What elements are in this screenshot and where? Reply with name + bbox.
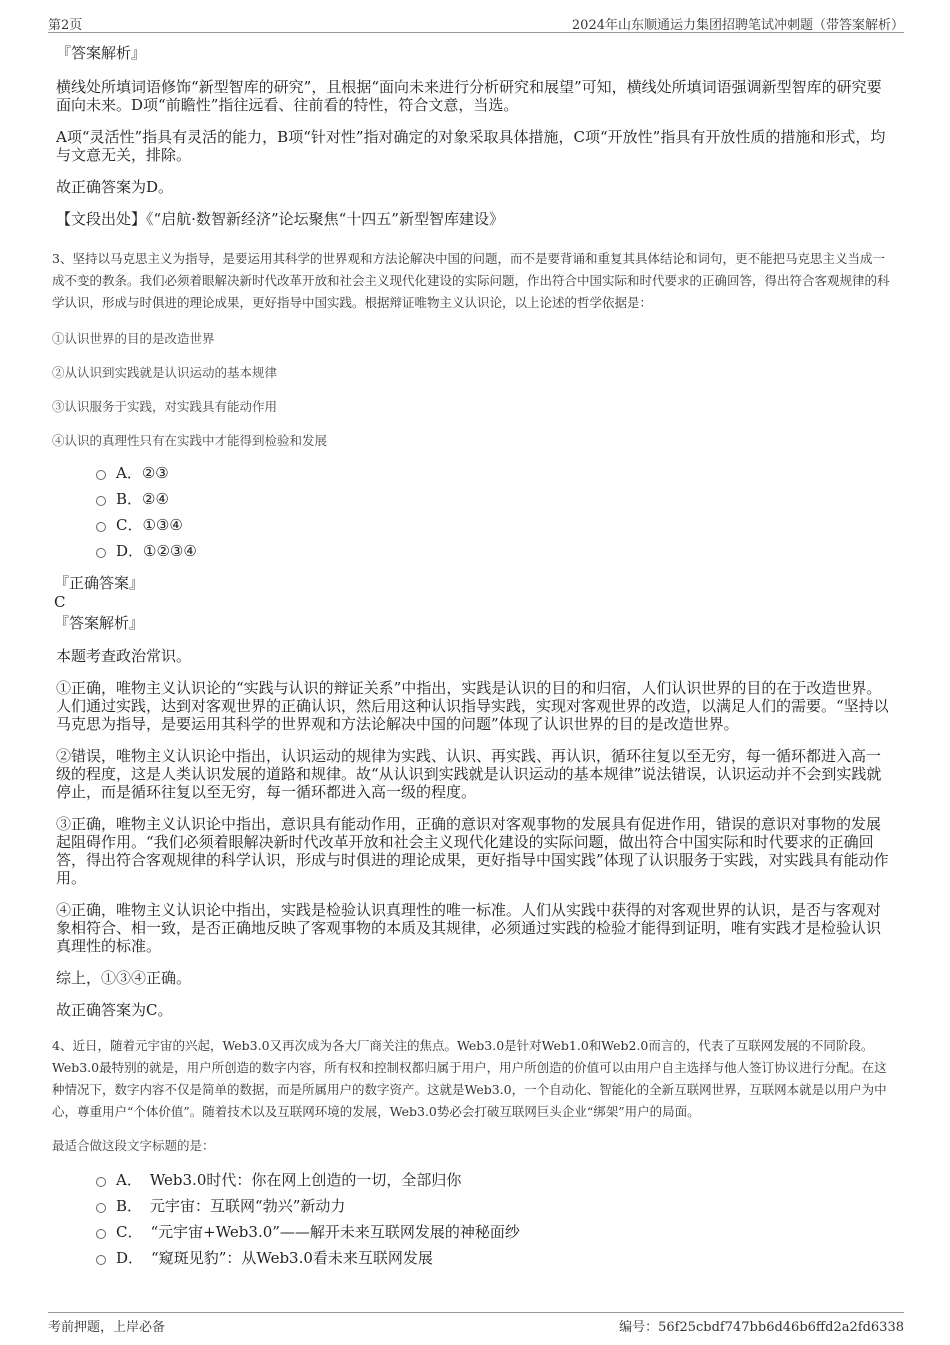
q2-analysis-heading: 『答案解析』 xyxy=(56,44,147,62)
q3-option-c[interactable] xyxy=(96,516,894,542)
q4-option-a[interactable] xyxy=(96,1171,894,1197)
page-header xyxy=(48,12,904,33)
q3-statement-4: ④认识的真理性只有在实践中才能得到检验和发展 xyxy=(52,433,328,448)
page-content xyxy=(52,44,894,1281)
q3-analysis-heading: 『答案解析』 xyxy=(54,614,145,632)
radio-icon[interactable] xyxy=(96,522,106,532)
q4-option-c[interactable] xyxy=(96,1223,894,1249)
option-letter: C． xyxy=(116,1223,143,1241)
q2-analysis-p1: 横线处所填词语修饰“新型智库的研究”，且根据“面向未来进行分析研究和展望”可知，横线处所填词语强调新型智库的研究要面向未来。D项“前瞻性”指往远看、往前看的特性，符合文意，当选。 xyxy=(56,78,882,114)
q3-analysis-p5: ④正确，唯物主义认识论中指出，实践是检验认识真理性的唯一标准。人们从实践中获得的对客观世界的认识，是否与客观对象相符合、相一致，是否正确地反映了客观事物的本质及其规律，必须通过实践的检验才能得到证明，唯有实践才是检验认识真理性的标准。 xyxy=(56,901,882,955)
page-footer xyxy=(48,1312,904,1335)
radio-icon[interactable] xyxy=(96,470,106,480)
q4-stem: 4、近日，随着元宇宙的兴起，Web3.0又再次成为各大厂商关注的焦点。Web3.0是针对Web1.0和Web2.0而言的，代表了互联网发展的不同阶段。Web3.0最特别的就是，用户所创造的数字内容，所有权和控制权都归属于用户，用户所创造的价值可以由用户自主选择与他人签订协议进行分配。在这种情况下，数字内容不仅是简单的数据，而是所属用户的数字资产。这就是Web3.0，一个自动化、智能化的全新互联网世界，互联网本就是以用户为中心，尊重用户“个体价值”。随着技术以及互联网环境的发展，Web3.0势必会打破互联网巨头企业“绑架”用户的局面。 xyxy=(52,1038,887,1119)
q3-analysis-p1: 本题考查政治常识。 xyxy=(56,647,192,665)
option-letter: C． xyxy=(116,516,143,534)
q3-correct-heading: 『正确答案』 xyxy=(54,574,145,592)
q3-stem: 3、坚持以马克思主义为指导，是要运用其科学的世界观和方法论解决中国的问题，而不是要背诵和重复其具体结论和词句，更不能把马克思主义当成一成不变的教条。我们必须着眼解决新时代改革开放和社会主义现代化建设的实际问题，作出符合中国实际和时代要求的正确回答，得出符合客观规律的科学认识，形成与时俱进的理论成果，更好指导中国实践。根据辩证唯物主义认识论，以上论述的哲学依据是： xyxy=(52,251,890,310)
radio-icon[interactable] xyxy=(96,1203,106,1213)
option-text: Web3.0时代：你在网上创造的一切，全部归你 xyxy=(149,1171,462,1189)
q4-question: 最适合做这段文字标题的是： xyxy=(52,1138,215,1153)
footer-doc-id: 编号：56f25cbdf747bb6d46b6ffd2a2fd6338 xyxy=(619,1320,904,1335)
option-text: 元宇宙：互联网“勃兴”新动力 xyxy=(150,1197,346,1215)
radio-icon[interactable] xyxy=(96,496,106,506)
option-letter: B． xyxy=(116,490,143,508)
q3-correct-answer: C xyxy=(54,593,66,611)
q4-options xyxy=(96,1171,894,1275)
option-letter: A． xyxy=(116,1171,142,1189)
q3-option-b[interactable] xyxy=(96,490,894,516)
q3-analysis-p2: ①正确，唯物主义认识论的“实践与认识的辩证关系”中指出，实践是认识的目的和归宿，人们认识世界的目的在于改造世界。人们通过实践，达到对客观世界的正确认识，然后用这种认识指导实践，实现对客观世界的改造，以满足人们的需要。“坚持以马克思为指导，是要运用其科学的世界观和方法论解决中国的问题”体现了认识世界的目的是改造世界。 xyxy=(56,679,889,733)
q3-analysis-p6: 综上，①③④正确。 xyxy=(56,969,192,987)
option-letter: A． xyxy=(116,464,142,482)
q3-analysis-p7: 故正确答案为C。 xyxy=(56,1001,173,1019)
q2-analysis-p2: A项“灵活性”指具有灵活的能力，B项“针对性”指对确定的对象采取具体措施，C项“开放性”指具有开放性质的措施和形式，均与文意无关，排除。 xyxy=(56,128,886,164)
q2-source: 【文段出处】《“启航·数智新经济”论坛聚焦“十四五”新型智库建设》 xyxy=(56,210,504,228)
option-letter: B． xyxy=(116,1197,143,1215)
q3-statement-2: ②从认识到实践就是认识运动的基本规律 xyxy=(52,365,278,380)
q3-statement-1: ①认识世界的目的是改造世界 xyxy=(52,331,215,346)
radio-icon[interactable] xyxy=(96,1229,106,1239)
q4-option-b[interactable] xyxy=(96,1197,894,1223)
q2-analysis-p3: 故正确答案为D。 xyxy=(56,178,174,196)
radio-icon[interactable] xyxy=(96,1255,106,1265)
radio-icon[interactable] xyxy=(96,548,106,558)
q4-option-d[interactable] xyxy=(96,1249,894,1275)
q3-statement-3: ③认识服务于实践，对实践具有能动作用 xyxy=(52,399,278,414)
option-text: “窥斑见豹”：从Web3.0看未来互联网发展 xyxy=(151,1249,433,1267)
document-title: 2024年山东顺通运力集团招聘笔试冲刺题（带答案解析） xyxy=(571,18,904,33)
footer-slogan: 考前押题，上岸必备 xyxy=(48,1320,166,1335)
option-text: ②③ xyxy=(141,464,169,482)
option-text: ②④ xyxy=(142,490,169,508)
q3-option-d[interactable] xyxy=(96,542,894,568)
option-letter: D． xyxy=(116,542,144,560)
q3-option-a[interactable] xyxy=(96,464,894,490)
q3-analysis-p3: ②错误，唯物主义认识论中指出，认识运动的规律为实践、认识、再实践、再认识，循环往复以至无穷，每一循环都进入高一级的程度，这是人类认识发展的道路和规律。故“从认识到实践就是认识运动的基本规律”说法错误，认识运动并不会到实践就停止，而是循环往复以至无穷，每一循环都进入高一级的程度。 xyxy=(56,747,882,801)
page-number: 第2页 xyxy=(48,18,83,33)
option-letter: D． xyxy=(116,1249,144,1267)
q3-options xyxy=(96,464,894,568)
radio-icon[interactable] xyxy=(96,1177,106,1187)
option-text: “元宇宙+Web3.0”——解开未来互联网发展的神秘面纱 xyxy=(150,1223,520,1241)
q3-analysis-p4: ③正确，唯物主义认识论中指出，意识具有能动作用，正确的意识对客观事物的发展具有促进作用，错误的意识对事物的发展起阻碍作用。“我们必须着眼解决新时代改革开放和社会主义现代化建设的实际问题，做出符合中国实际和时代要求的正确回答，得出符合客观规律的科学认识，形成与时俱进的理论成果，更好指导中国实践”体现了认识服务于实践，对实践具有能动作用。 xyxy=(56,815,889,887)
option-text: ①②③④ xyxy=(143,542,197,560)
option-text: ①③④ xyxy=(142,516,183,534)
